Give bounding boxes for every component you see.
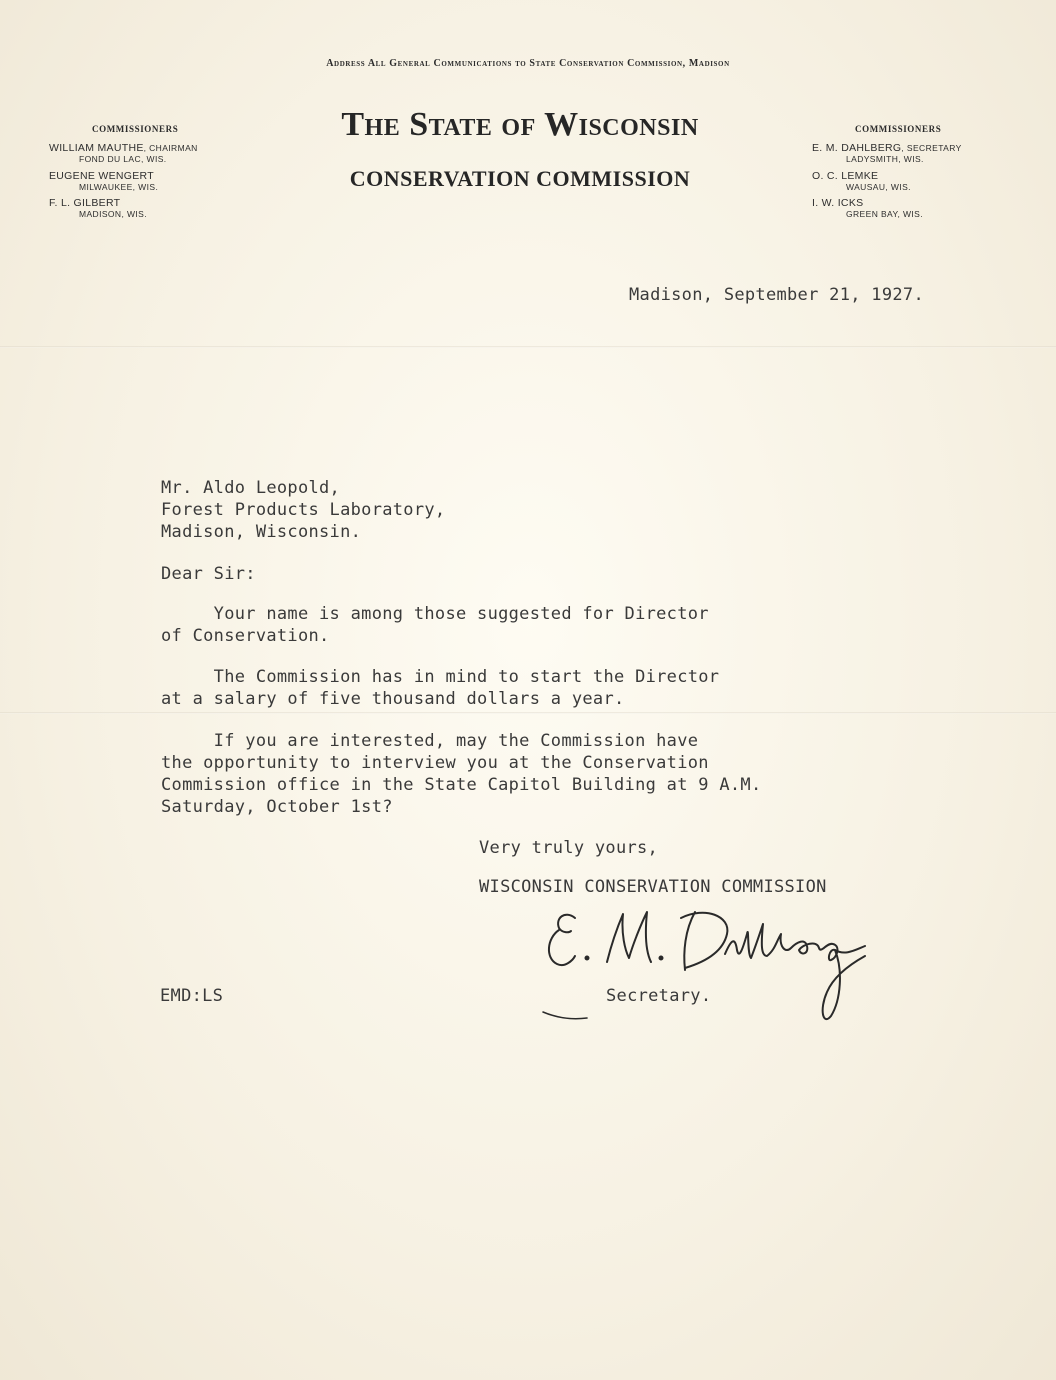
- commissioner-role: , SECRETARY: [901, 143, 962, 153]
- commissioners-heading-right: COMMISSIONERS: [855, 124, 942, 134]
- commissioner-entry: [49, 196, 147, 220]
- commissioner-name: WILLIAM MAUTHE: [49, 142, 144, 154]
- letterhead-commission-title: CONSERVATION COMMISSION: [349, 166, 691, 191]
- signer-title: Secretary.: [606, 986, 712, 1006]
- handwritten-signature: [535, 900, 905, 1030]
- paragraph-line: the opportunity to interview you at the Conservation: [161, 753, 709, 773]
- organization-line: WISCONSIN CONSERVATION COMMISSION: [479, 877, 827, 897]
- commissioner-entry: [49, 169, 158, 193]
- paragraph-line: Commission office in the State Capitol Building at 9 A.M.: [161, 775, 762, 795]
- commissioner-entry: [49, 141, 198, 165]
- commissioner-place: WAUSAU, WIS.: [846, 182, 911, 192]
- salutation: Dear Sir:: [161, 564, 256, 584]
- commissioners-heading-left: COMMISSIONERS: [92, 124, 179, 134]
- commissioner-entry: [812, 196, 923, 220]
- recipient-line: Forest Products Laboratory,: [161, 500, 446, 520]
- closing: Very truly yours,: [479, 838, 659, 858]
- paragraph-line: Your name is among those suggested for Director: [161, 604, 709, 624]
- commissioner-place: FOND DU LAC, WIS.: [79, 154, 167, 164]
- commissioner-name: O. C. LEMKE: [812, 170, 879, 182]
- commissioner-name: E. M. DAHLBERG: [812, 142, 902, 154]
- commissioner-role: , CHAIRMAN: [143, 143, 198, 153]
- paper-fold: [0, 346, 1056, 348]
- date-line: Madison, September 21, 1927.: [629, 285, 924, 305]
- paragraph-line: The Commission has in mind to start the Director: [161, 667, 720, 687]
- commissioner-place: MILWAUKEE, WIS.: [79, 182, 159, 192]
- paragraph-line: If you are interested, may the Commission have: [161, 731, 699, 751]
- commissioner-name: EUGENE WENGERT: [49, 170, 154, 182]
- paragraph-line: at a salary of five thousand dollars a year.: [161, 689, 625, 709]
- commissioner-place: MADISON, WIS.: [79, 209, 148, 219]
- commissioner-place: GREEN BAY, WIS.: [846, 209, 924, 219]
- recipient-line: Mr. Aldo Leopold,: [161, 478, 341, 498]
- commissioner-name: F. L. GILBERT: [49, 197, 121, 209]
- letterhead-address-line: Address All General Communications to State Conservation Commission, Madison: [326, 58, 730, 69]
- commissioner-entry: [812, 141, 962, 165]
- recipient-line: Madison, Wisconsin.: [161, 522, 362, 542]
- paragraph-line: Saturday, October 1st?: [161, 797, 393, 817]
- commissioner-entry: [812, 169, 911, 193]
- paragraph-line: of Conservation.: [161, 626, 330, 646]
- paper-fold: [0, 712, 1056, 714]
- commissioner-name: I. W. ICKS: [812, 197, 864, 209]
- typist-initials: EMD:LS: [160, 986, 224, 1006]
- commissioner-place: LADYSMITH, WIS.: [846, 154, 924, 164]
- letterhead-state-title: The State of Wisconsin: [341, 106, 699, 143]
